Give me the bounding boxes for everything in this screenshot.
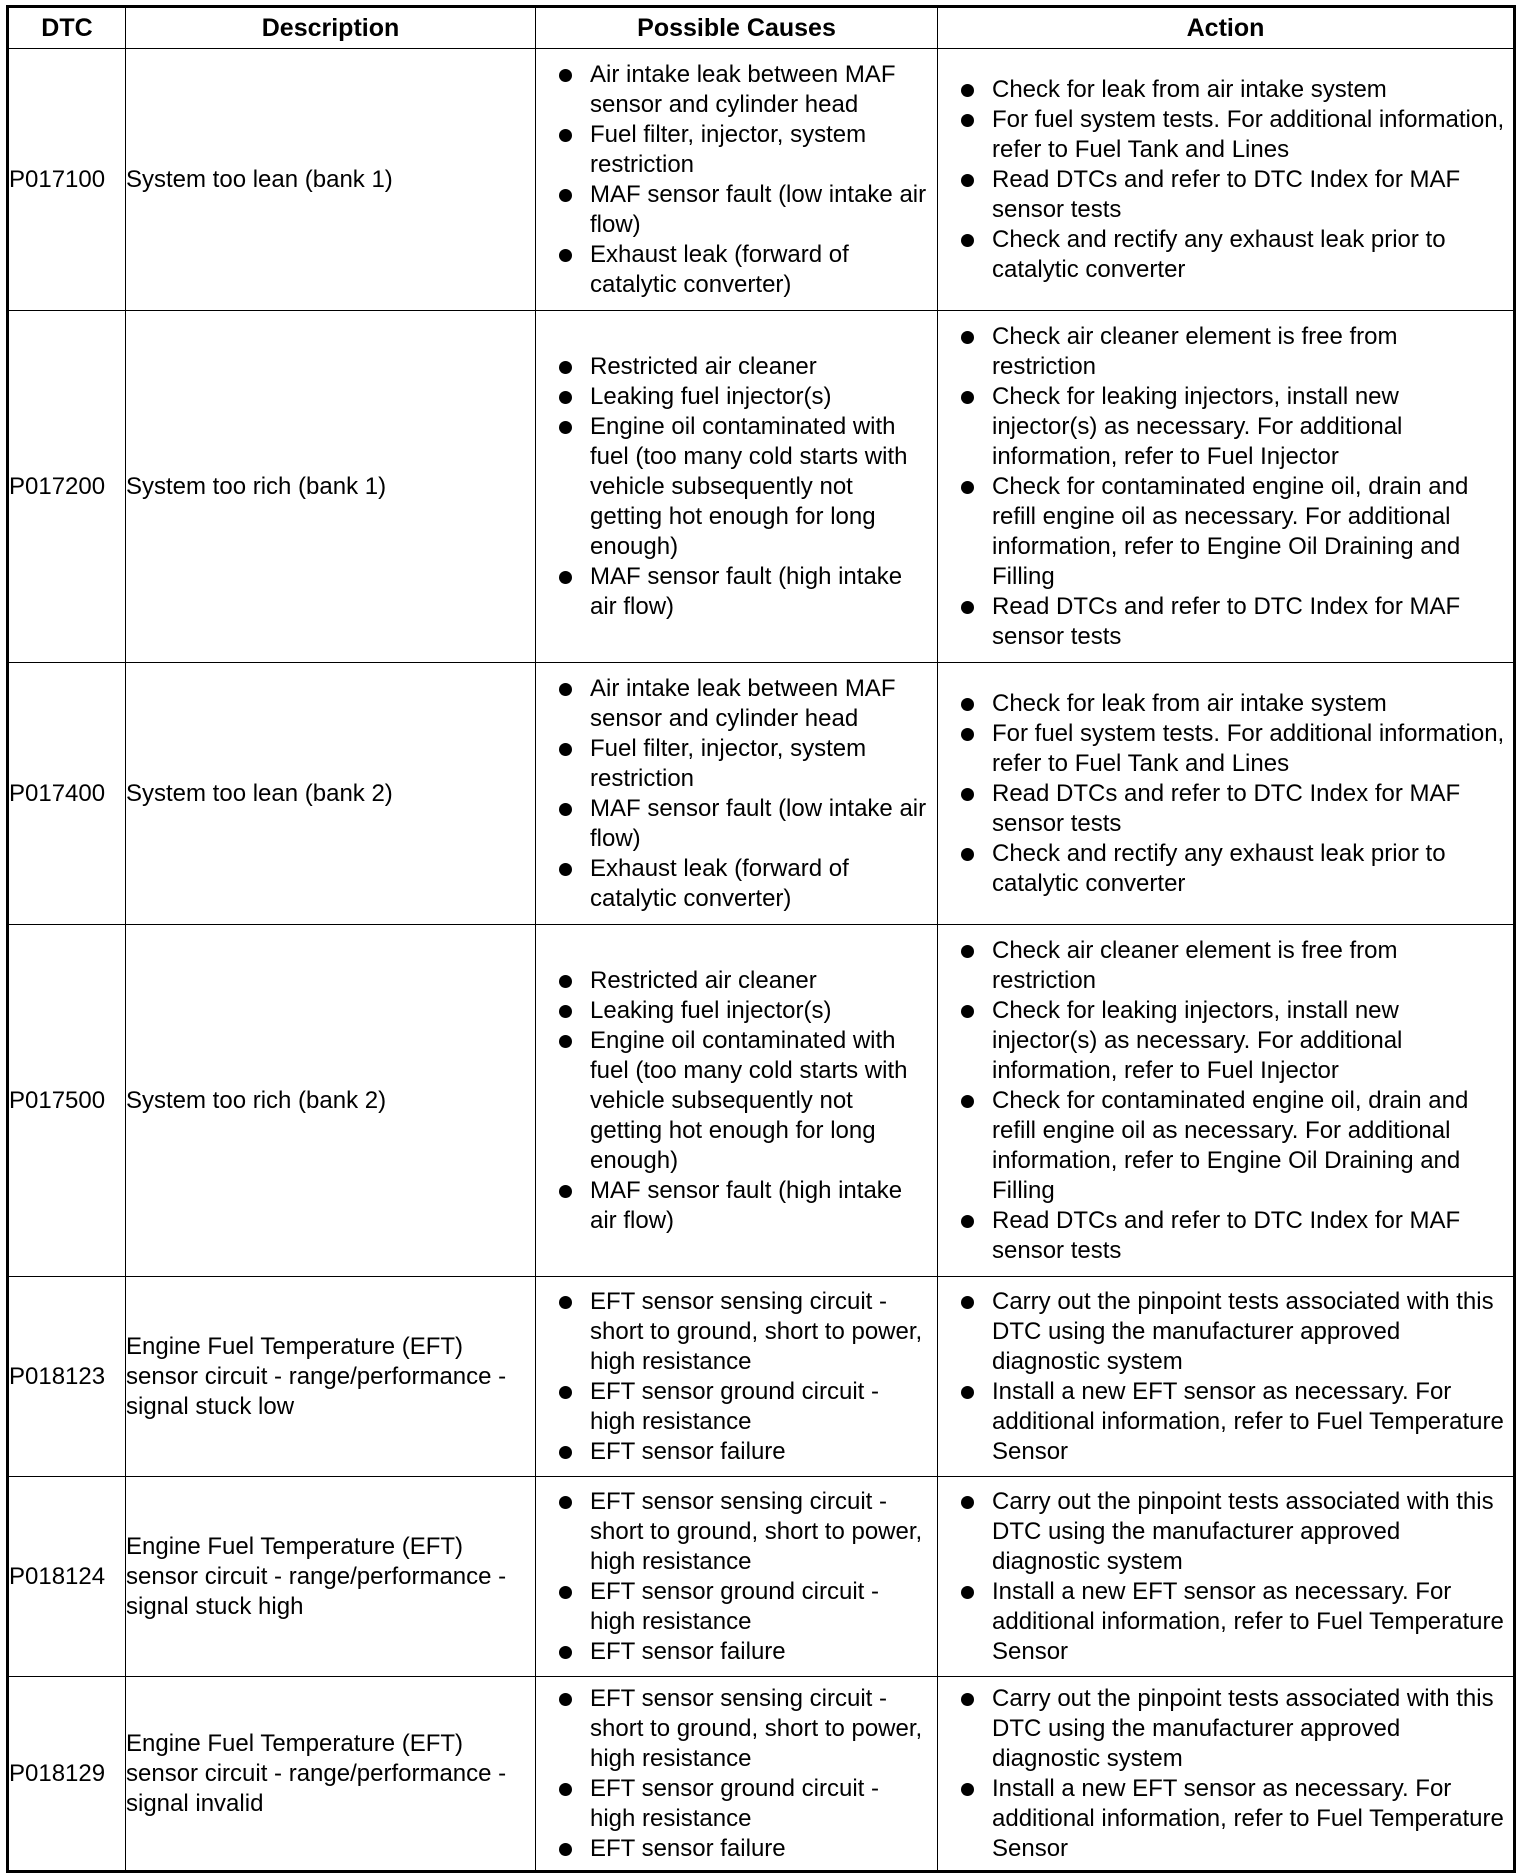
cause-item: EFT sensor sensing circuit - short to ground, short to power, high resistance xyxy=(536,1684,937,1774)
action-item: Check air cleaner element is free from restriction xyxy=(938,322,1513,382)
header-dtc: DTC xyxy=(8,7,126,49)
dtc-code: P017400 xyxy=(8,663,126,925)
cause-item: EFT sensor ground circuit - high resistance xyxy=(536,1377,937,1437)
action-cell xyxy=(938,311,1515,663)
table-row xyxy=(8,1477,1515,1677)
dtc-description: Engine Fuel Temperature (EFT) sensor circuit - range/performance - signal invalid xyxy=(126,1677,536,1872)
possible-causes-cell xyxy=(536,1477,938,1677)
action-cell xyxy=(938,1477,1515,1677)
action-item: Install a new EFT sensor as necessary. For additional information, refer to Fuel Temperature Sensor xyxy=(938,1577,1513,1667)
possible-causes-cell xyxy=(536,311,938,663)
cause-item: EFT sensor failure xyxy=(536,1637,937,1667)
cause-item: Engine oil contaminated with fuel (too many cold starts with vehicle subsequently not getting hot enough for long enough) xyxy=(536,412,937,562)
action-item: Check for leak from air intake system xyxy=(938,689,1513,719)
dtc-description: System too lean (bank 2) xyxy=(126,663,536,925)
action-item: For fuel system tests. For additional information, refer to Fuel Tank and Lines xyxy=(938,105,1513,165)
cause-item: Fuel filter, injector, system restriction xyxy=(536,734,937,794)
header-row xyxy=(8,7,1515,49)
cause-item: Exhaust leak (forward of catalytic converter) xyxy=(536,854,937,914)
cause-item: Engine oil contaminated with fuel (too many cold starts with vehicle subsequently not getting hot enough for long enough) xyxy=(536,1026,937,1176)
cause-item: MAF sensor fault (low intake air flow) xyxy=(536,794,937,854)
action-item: Check for leak from air intake system xyxy=(938,75,1513,105)
action-item: Check for contaminated engine oil, drain and refill engine oil as necessary. For additional information, refer to Engine Oil Draining and Filling xyxy=(938,472,1513,592)
possible-causes-cell xyxy=(536,1277,938,1477)
table-row xyxy=(8,1677,1515,1872)
possible-causes-cell xyxy=(536,1677,938,1872)
cause-item: MAF sensor fault (low intake air flow) xyxy=(536,180,937,240)
cause-item: Fuel filter, injector, system restriction xyxy=(536,120,937,180)
table-row xyxy=(8,311,1515,663)
action-item: Check for contaminated engine oil, drain and refill engine oil as necessary. For additional information, refer to Engine Oil Draining and Filling xyxy=(938,1086,1513,1206)
dtc-code: P018124 xyxy=(8,1477,126,1677)
dtc-code: P018123 xyxy=(8,1277,126,1477)
action-item: Read DTCs and refer to DTC Index for MAF sensor tests xyxy=(938,592,1513,652)
dtc-code: P017500 xyxy=(8,925,126,1277)
possible-causes-cell xyxy=(536,49,938,311)
cause-item: EFT sensor sensing circuit - short to ground, short to power, high resistance xyxy=(536,1287,937,1377)
cause-item: Air intake leak between MAF sensor and cylinder head xyxy=(536,674,937,734)
action-cell xyxy=(938,49,1515,311)
action-item: Carry out the pinpoint tests associated with this DTC using the manufacturer approved diagnostic system xyxy=(938,1287,1513,1377)
action-item: Carry out the pinpoint tests associated with this DTC using the manufacturer approved diagnostic system xyxy=(938,1684,1513,1774)
cause-item: Leaking fuel injector(s) xyxy=(536,996,937,1026)
action-item: For fuel system tests. For additional information, refer to Fuel Tank and Lines xyxy=(938,719,1513,779)
action-item: Check for leaking injectors, install new injector(s) as necessary. For additional information, refer to Fuel Injector xyxy=(938,382,1513,472)
action-item: Check air cleaner element is free from restriction xyxy=(938,936,1513,996)
action-item: Read DTCs and refer to DTC Index for MAF sensor tests xyxy=(938,1206,1513,1266)
dtc-table xyxy=(6,5,1516,1873)
dtc-description: System too lean (bank 1) xyxy=(126,49,536,311)
action-item: Read DTCs and refer to DTC Index for MAF sensor tests xyxy=(938,779,1513,839)
cause-item: Exhaust leak (forward of catalytic converter) xyxy=(536,240,937,300)
cause-item: MAF sensor fault (high intake air flow) xyxy=(536,1176,937,1236)
action-item: Check and rectify any exhaust leak prior to catalytic converter xyxy=(938,225,1513,285)
cause-item: EFT sensor ground circuit - high resistance xyxy=(536,1577,937,1637)
cause-item: EFT sensor failure xyxy=(536,1834,937,1864)
header-possible-causes: Possible Causes xyxy=(536,7,938,49)
action-cell xyxy=(938,1277,1515,1477)
header-action: Action xyxy=(938,7,1515,49)
action-item: Install a new EFT sensor as necessary. For additional information, refer to Fuel Temperature Sensor xyxy=(938,1774,1513,1864)
header-description: Description xyxy=(126,7,536,49)
cause-item: Restricted air cleaner xyxy=(536,966,937,996)
dtc-code: P018129 xyxy=(8,1677,126,1872)
possible-causes-cell xyxy=(536,663,938,925)
table-row xyxy=(8,49,1515,311)
possible-causes-cell xyxy=(536,925,938,1277)
table-row xyxy=(8,1277,1515,1477)
cause-item: MAF sensor fault (high intake air flow) xyxy=(536,562,937,622)
table-row xyxy=(8,925,1515,1277)
table-row xyxy=(8,663,1515,925)
action-cell xyxy=(938,663,1515,925)
action-cell xyxy=(938,925,1515,1277)
cause-item: EFT sensor sensing circuit - short to ground, short to power, high resistance xyxy=(536,1487,937,1577)
dtc-description: System too rich (bank 1) xyxy=(126,311,536,663)
cause-item: Air intake leak between MAF sensor and cylinder head xyxy=(536,60,937,120)
action-item: Check and rectify any exhaust leak prior to catalytic converter xyxy=(938,839,1513,899)
dtc-code: P017100 xyxy=(8,49,126,311)
action-cell xyxy=(938,1677,1515,1872)
cause-item: Leaking fuel injector(s) xyxy=(536,382,937,412)
cause-item: Restricted air cleaner xyxy=(536,352,937,382)
action-item: Carry out the pinpoint tests associated with this DTC using the manufacturer approved diagnostic system xyxy=(938,1487,1513,1577)
dtc-description: Engine Fuel Temperature (EFT) sensor circuit - range/performance - signal stuck low xyxy=(126,1277,536,1477)
action-item: Read DTCs and refer to DTC Index for MAF sensor tests xyxy=(938,165,1513,225)
action-item: Check for leaking injectors, install new injector(s) as necessary. For additional information, refer to Fuel Injector xyxy=(938,996,1513,1086)
cause-item: EFT sensor failure xyxy=(536,1437,937,1467)
action-item: Install a new EFT sensor as necessary. For additional information, refer to Fuel Temperature Sensor xyxy=(938,1377,1513,1467)
cause-item: EFT sensor ground circuit - high resistance xyxy=(536,1774,937,1834)
dtc-code: P017200 xyxy=(8,311,126,663)
dtc-description: Engine Fuel Temperature (EFT) sensor circuit - range/performance - signal stuck high xyxy=(126,1477,536,1677)
dtc-description: System too rich (bank 2) xyxy=(126,925,536,1277)
